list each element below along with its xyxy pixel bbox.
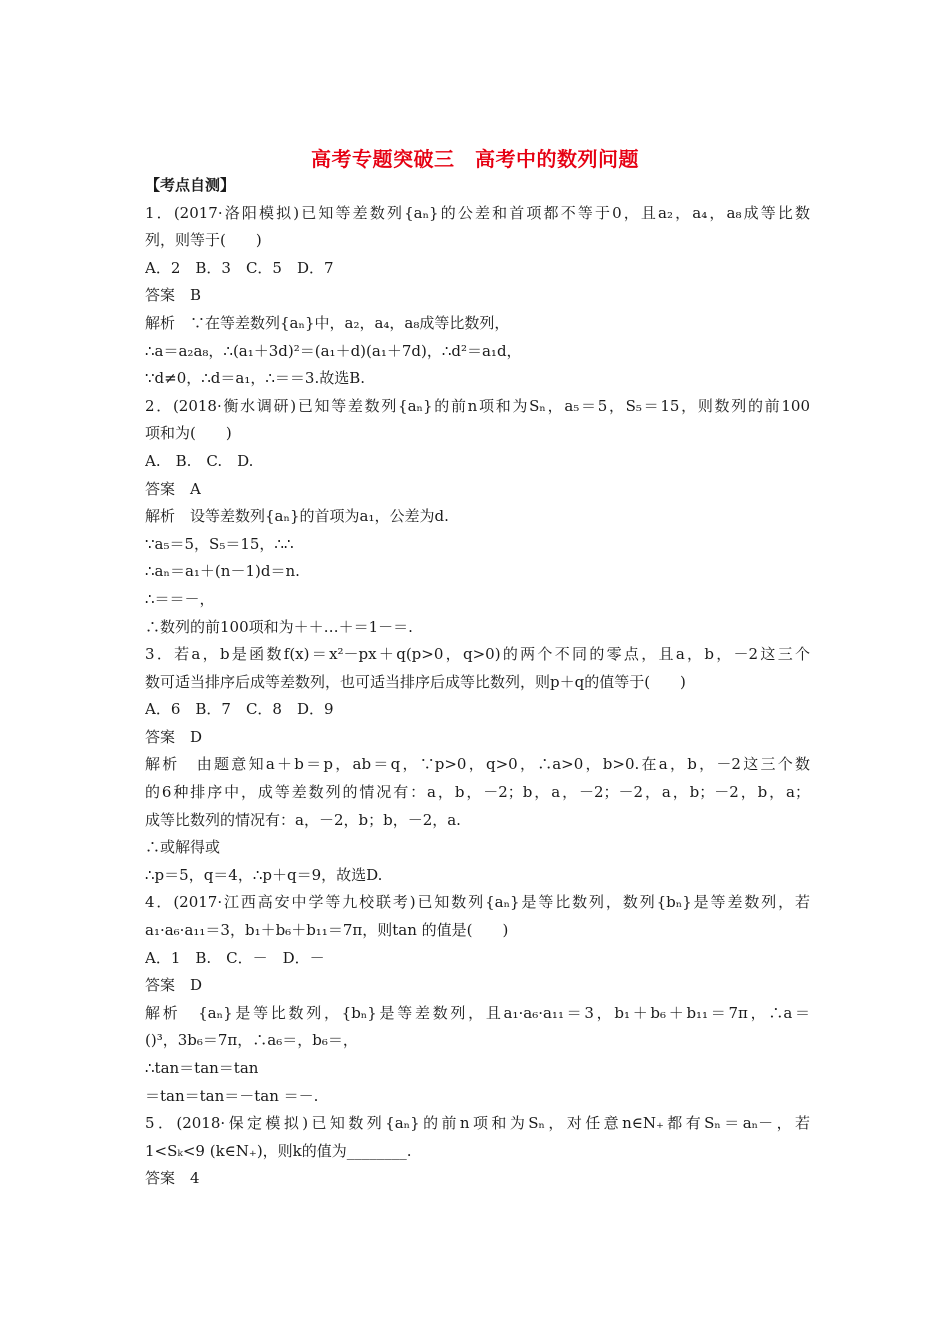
text-line: 数可适当排序后成等差数列，也可适当排序后成等比数列，则p＋q的值等于( ): [145, 672, 686, 691]
document-body: [145, 172, 810, 1193]
text-line: ∴或解得或: [145, 838, 221, 857]
text-line: ∴p＝5，q＝4，∴p＋q＝9，故选D.: [145, 865, 383, 884]
text-line: 解析 设等差数列{aₙ}的首项为a₁，公差为d.: [145, 507, 449, 526]
text-line: ()³，3b₆＝7π，∴a₆＝，b₆＝，: [145, 1031, 358, 1050]
text-line: ∴＝＝－，: [145, 589, 215, 608]
text-line: 答案 4: [145, 1169, 200, 1188]
text-line: A．2 B．3 C．5 D．7: [145, 258, 334, 277]
text-line: ∴aₙ＝a₁＋(n－1)d＝n.: [145, 562, 300, 581]
text-line: ∴tan＝tan＝tan: [145, 1059, 259, 1077]
text-line: 的6种排序中，成等差数列的情况有：a，b，－2；b，a，－2；－2，a，b；－2，b，a；: [145, 783, 810, 802]
text-line: ∵a₅＝5，S₅＝15，∴∴: [145, 534, 294, 553]
text-line: 答案 D: [145, 976, 203, 995]
text-line: 答案 B: [145, 286, 202, 305]
text-line: 1<Sₖ<9 (k∈N₊)，则k的值为________.: [145, 1141, 412, 1160]
section-label: 【考点自测】: [145, 176, 236, 194]
text-line: 1．(2017·洛阳模拟)已知等差数列{aₙ}的公差和首项都不等于0，且a₂，a₄，a₈成等比数: [145, 203, 810, 222]
text-line: ∴数列的前100项和为＋＋…＋＝1－＝.: [145, 617, 413, 636]
text-line: 2．(2018·衡水调研)已知等差数列{aₙ}的前n项和为Sₙ，a₅＝5，S₅＝15，则数列的前100: [145, 396, 810, 415]
text-line: 答案 D: [145, 727, 203, 746]
text-line: 5．(2018·保定模拟)已知数列{aₙ}的前n项和为Sₙ，对任意n∈N₊都有Sₙ＝aₙ－，若: [145, 1114, 810, 1133]
text-line: A．6 B．7 C．8 D．9: [145, 700, 334, 719]
text-line: 3．若a，b是函数f(x)＝x²－px＋q(p>0，q>0)的两个不同的零点，且a，b，－2这三个: [145, 645, 810, 664]
text-line: 解析 由题意知a＋b＝p，ab＝q，∵p>0，q>0，∴a>0，b>0.在a，b，－2这三个数: [145, 755, 810, 774]
text-line: ＝tan＝tan＝－tan ＝－.: [145, 1086, 319, 1105]
page-title: 高考专题突破三 高考中的数列问题: [311, 147, 639, 171]
text-line: 解析 ∵在等差数列{aₙ}中，a₂，a₄，a₈成等比数列，: [145, 313, 510, 332]
text-line: 成等比数列的情况有：a，－2，b；b，－2，a.: [145, 810, 461, 829]
text-line: 解析 {aₙ}是等比数列，{bₙ}是等差数列，且a₁·a₆·a₁₁＝3，b₁＋b₆＋b₁₁＝7π，∴a＝: [145, 1003, 810, 1022]
text-line: a₁·a₆·a₁₁＝3，b₁＋b₆＋b₁₁＝7π，则tan 的值是( ): [145, 921, 509, 940]
text-line: ∴a＝a₂a₈，∴(a₁＋3d)²＝(a₁＋d)(a₁＋7d)，∴d²＝a₁d，: [145, 341, 522, 360]
text-line: 答案 A: [145, 479, 201, 498]
text-line: 列，则等于( ): [145, 231, 262, 250]
text-line: 4．(2017·江西高安中学等九校联考)已知数列{aₙ}是等比数列，数列{bₙ}是等差数列，若: [145, 893, 810, 912]
text-line: A．1 B. C．－ D．－: [145, 948, 325, 967]
text-line: A. B. C. D.: [145, 451, 254, 470]
text-line: 项和为( ): [145, 424, 232, 443]
text-line: ∵d≠0，∴d＝a₁，∴＝＝3.故选B.: [145, 369, 366, 388]
